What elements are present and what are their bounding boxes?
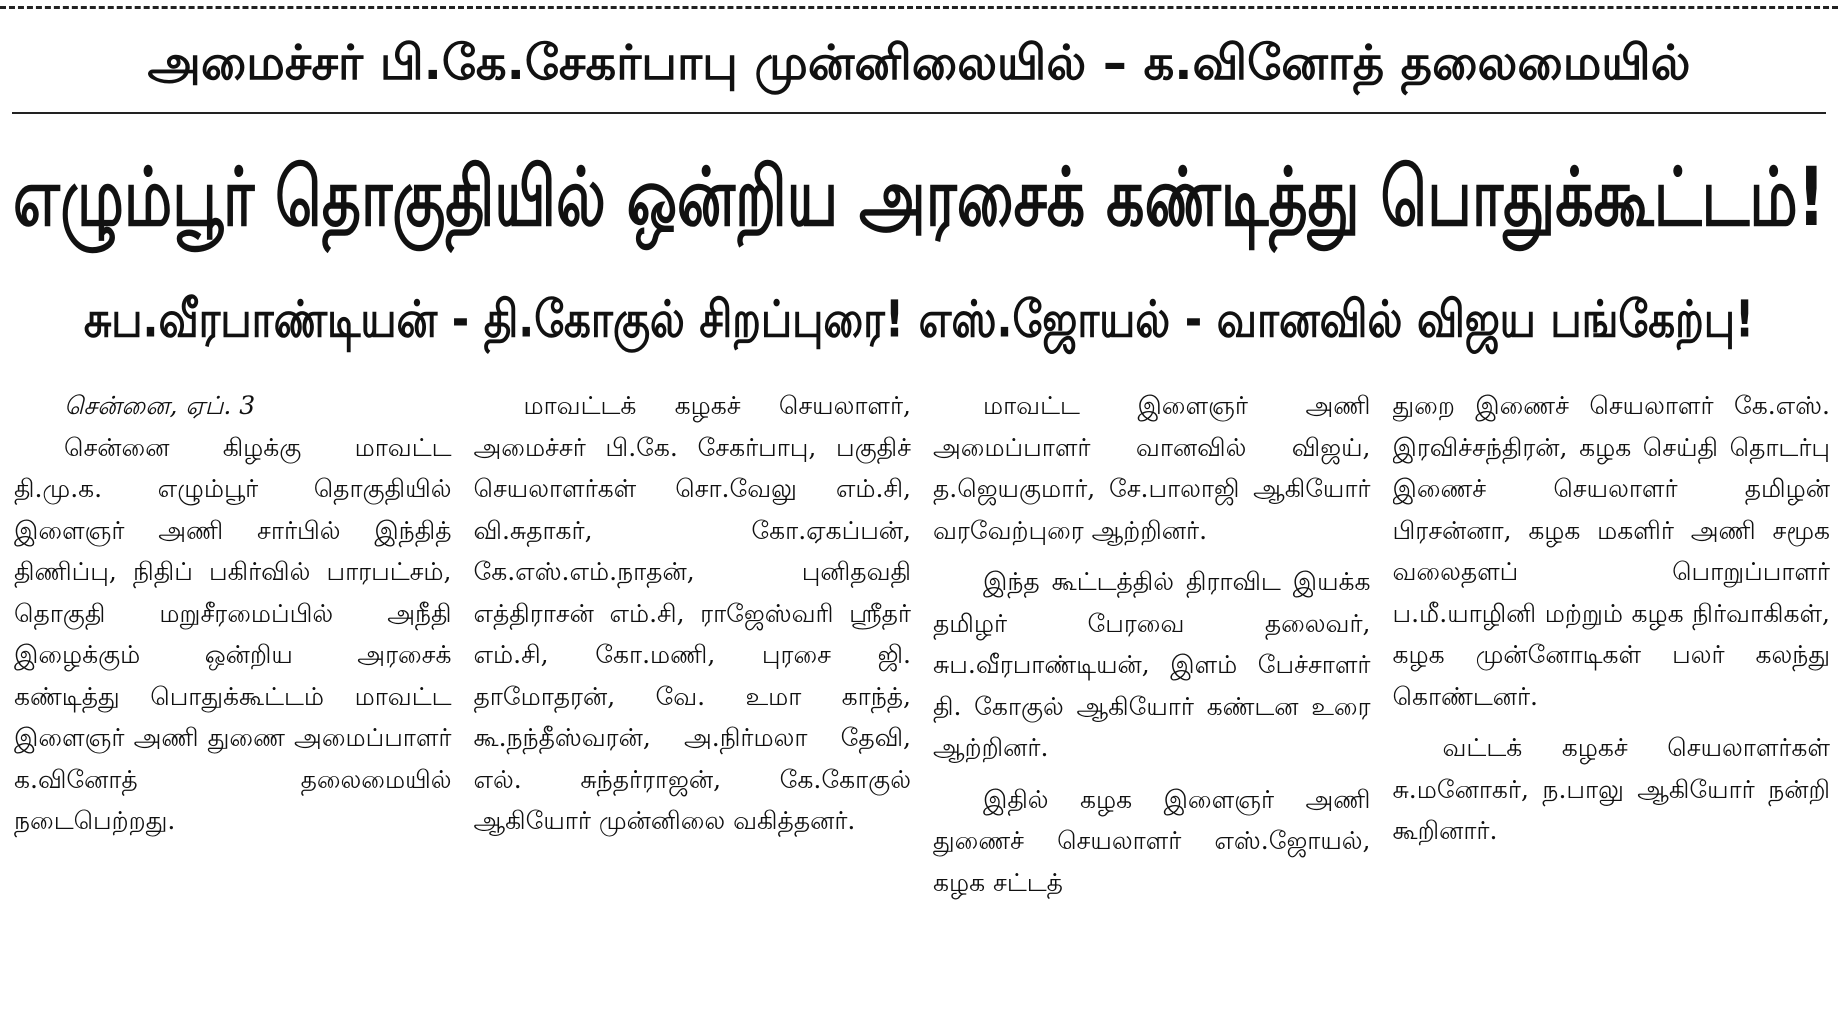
article-column-2	[474, 385, 912, 1005]
article-paragraph: இதில் கழக இளைஞர் அணி துணைச் செயலாளர் எஸ்.ஜோயல், கழக சட்டத்	[933, 784, 1371, 897]
article-paragraph: வட்டக் கழகச் செயலாளர்கள் சு.மனோகர், ந.பாலு ஆகியோர் நன்றி கூறினார்.	[1392, 733, 1830, 845]
article-paragraph: சென்னை கிழக்கு மாவட்ட தி.மு.க. எழும்பூர் தொகுதியில் இளைஞர் அணி சார்பில் இந்தித் திணிப்பு, நிதிப் பகிர்வில் பாரபட்சம், தொகுதி மறுசீரமைப்பில் அநீதி இழைக்கும் ஒன்றிய அரசைக் கண்டித்து பொதுக்கூட்டம் மாவட்ட இளைஞர் அணி துணை அமைப்பாளர் க.வினோத் தலைமையில் நடைபெற்றது.	[14, 432, 452, 835]
main-headline: எழும்பூர் தொகுதியில் ஒன்றிய அரசைக் கண்டித்து பொதுக்கூட்டம்!	[13, 150, 1825, 246]
article-paragraph: துறை இணைச் செயலாளர் கே.எஸ். இரவிச்சந்திரன், கழக செய்தி தொடர்பு இணைச் செயலாளர் தமிழன் பிரசன்னா, கழக மகளிர் அணி சமூக வலைதளப் பொறுப்பாளர் ப.மீ.யாழினி மற்றும் கழக நிர்வாகிகள், கழக முன்னோடிகள் பலர் கலந்து கொண்டனர்.	[1392, 391, 1830, 711]
dateline: சென்னை, ஏப். 3	[64, 391, 256, 420]
article-body	[14, 385, 1830, 1005]
top-dashed-divider	[0, 6, 1838, 9]
article-column-1	[14, 385, 452, 1005]
article-paragraph: இந்த கூட்டத்தில் திராவிட இயக்க தமிழர் பேரவை தலைவர், சுப.வீரபாண்டியன், இளம் பேச்சாளர் தி. கோகுல் ஆகியோர் கண்டன உரை ஆற்றினர்.	[933, 567, 1371, 762]
article-column-4	[1393, 385, 1831, 1005]
sub-headline: சுப.வீரபாண்டியன் - தி.கோகுல் சிறப்புரை! எஸ்.ஜோயல் - வானவில் விஜய பங்கேற்பு!	[83, 289, 1755, 348]
kicker-headline: அமைச்சர் பி.கே.சேகர்பாபு முன்னிலையில் – க.வினோத் தலைமையில்	[147, 35, 1691, 91]
article-paragraph: மாவட்டக் கழகச் செயலாளர், அமைச்சர் பி.கே. சேகர்பாபு, பகுதிச் செயலாளர்கள் சொ.வேலு எம்.சி, வி.சுதாகர், கோ.ஏகப்பன், கே.எஸ்.எம்.நாதன், புனிதவதி எத்திராசன் எம்.சி, ராஜேஸ்வரி ஸ்ரீதர் எம்.சி, கோ.மணி, புரசை ஜி. தாமோதரன், வே. உமா காந்த், கூ.நந்தீஸ்வரன், அ.நிர்மலா தேவி, எல். சுந்தர்ராஜன், கே.கோகுல் ஆகியோர் முன்னிலை வகித்தனர்.	[473, 391, 911, 835]
article-column-3	[933, 385, 1371, 1005]
article-paragraph: மாவட்ட இளைஞர் அணி அமைப்பாளர் வானவில் விஜய், த.ஜெயகுமார், சே.பாலாஜி ஆகியோர் வரவேற்புரை ஆற்றினர்.	[933, 391, 1371, 545]
